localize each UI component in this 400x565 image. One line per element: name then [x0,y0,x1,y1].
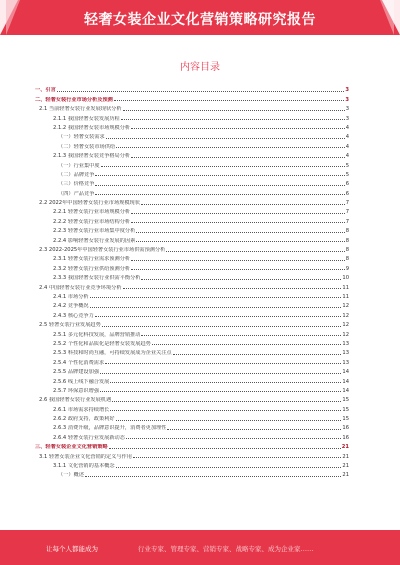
toc-entry-page: 5 [345,171,349,178]
toc-leader-dots [85,476,341,477]
report-title: 轻奢女装企业文化营销策略研究报告 [84,12,316,28]
toc-leader-dots [116,467,342,468]
toc-entry[interactable] [35,366,349,375]
toc-entry-label: 2.4.1 市场分析 [53,293,89,300]
toc-entry-label: 2.5.6 线上线下融合发展 [53,378,110,385]
toc-entry-page: 8 [345,247,349,254]
toc-leader-dots [109,448,341,449]
toc-entry-page: 21 [341,444,349,451]
toc-entry-page: 4 [345,124,349,131]
toc-entry-label: 2.5 轻奢女装行业发展趋势 [39,322,101,329]
toc-leader-dots [152,344,342,345]
toc-entry[interactable] [35,394,349,403]
toc-entry-page: 21 [342,453,349,460]
toc-entry-label: 2.5.1 多元化科技发展，品牌营销推动 [53,331,141,338]
toc-leader-dots [95,194,344,195]
toc-entry-page: 12 [342,331,349,338]
toc-entry-page: 8 [345,256,349,263]
toc-leader-dots [110,410,341,411]
toc-entry-page: 14 [342,369,349,376]
toc-leader-dots [102,326,342,327]
toc-entry-label: 2.4.2 竞争概况 [53,303,89,310]
toc-entry-page: 9 [345,265,349,272]
toc-entry[interactable] [35,122,349,131]
toc-leader-dots [114,100,345,101]
toc-leader-dots [110,382,341,383]
toc-entry-page: 12 [342,312,349,319]
toc-leader-dots [131,269,345,270]
toc-leader-dots [57,91,345,92]
toc-entry-label: 2.6.1 市场需求持续增长 [53,406,110,413]
toc-entry[interactable] [35,375,349,384]
toc-entry-label: （二）品牌竞争 [58,171,95,178]
toc-entry-page: 3 [345,115,349,122]
toc-entry[interactable] [35,159,349,168]
toc-leader-dots [136,241,344,242]
toc-entry-label: 2.5.7 环保意识增强 [53,387,99,394]
toc-entry-page: 8 [345,228,349,235]
toc-leader-dots [131,157,345,158]
toc-entry-page: 8 [345,237,349,244]
toc-entry-label: 2.2.3 轻奢女装行业市场集中度分析 [53,228,136,235]
toc-entry-label: 一、引言 [35,87,56,94]
toc-entry-label: （一）轻奢女装需求 [58,134,105,141]
toc-entry[interactable] [35,215,349,224]
toc-leader-dots [101,166,345,167]
toc-entry-label: 2.2.2 轻奢女装行业市场结构分析 [53,218,131,225]
toc-entry[interactable] [35,272,349,281]
toc-leader-dots [173,354,342,355]
toc-entry-page: 4 [345,153,349,160]
toc-entry-page: 7 [345,209,349,216]
toc-entry-label: 2.3.2 轻奢女装行业供给预测分析 [53,265,131,272]
toc-entry[interactable] [35,131,349,140]
toc-leader-dots [105,363,341,364]
toc-leader-dots [141,335,341,336]
toc-leader-dots [131,222,345,223]
toc-entry-label: 2.1.1 我国轻奢女装发展历程 [53,115,120,122]
toc-leader-dots [121,119,345,120]
toc-leader-dots [95,185,344,186]
toc-entry-page: 14 [342,387,349,394]
toc-entry-page: 6 [345,181,349,188]
toc-leader-dots [90,297,342,298]
toc-entry-page: 4 [345,134,349,141]
toc-entry[interactable] [35,460,349,469]
toc-entry[interactable] [35,422,349,431]
toc-entry[interactable] [35,319,349,328]
toc-entry-label: 2.3 2022-2025年中国轻奢女装行业市场供需预测分析 [39,247,166,254]
toc-leader-dots [116,420,342,421]
toc-leader-dots [123,110,345,111]
toc-entry-page: 13 [342,340,349,347]
toc-entry-page: 7 [345,200,349,207]
toc-entry[interactable] [35,441,349,450]
toc-leader-dots [112,401,341,402]
toc-entry-page: 6 [345,190,349,197]
toc-leader-dots [100,373,341,374]
toc-entry-label: 2.4 中国轻奢女装行业竞争环境分析 [39,284,122,291]
toc-entry[interactable] [35,112,349,121]
toc-entry[interactable] [35,178,349,187]
table-of-contents [35,84,349,520]
toc-entry-label: 2.1 当前轻奢女装行业发展现状分析 [39,106,122,113]
toc-entry-label: 2.1.2 我国轻奢女装市场规模分析 [53,124,131,131]
toc-entry-page: 14 [342,378,349,385]
toc-leader-dots [116,147,345,148]
toc-leader-dots [100,391,341,392]
toc-entry-label: 2.6 我国轻奢女装行业发展机遇 [39,397,112,404]
toc-entry[interactable] [35,253,349,262]
toc-leader-dots [136,232,344,233]
toc-entry-page: 15 [342,397,349,404]
toc-entry-page: 11 [342,293,349,300]
toc-entry[interactable] [35,84,349,93]
toc-entry-page: 21 [342,472,349,479]
toc-entry-label: 2.2.1 轻奢女装行业市场规模分析 [53,209,131,216]
footer-slogan: 让每个人都能成为 [46,545,98,553]
toc-entry[interactable] [35,206,349,215]
toc-entry-label: 2.3.1 轻奢女装行业需求预测分析 [53,256,131,263]
toc-leader-dots [106,138,345,139]
toc-entry-label: 2.1.3 我国轻奢女装竞争格局分析 [53,153,131,160]
toc-entry-page: 15 [342,416,349,423]
toc-entry[interactable] [35,93,349,102]
toc-entry[interactable] [35,281,349,290]
toc-entry-label: 2.5.2 个性化和品质化是轻奢女装发展趋势 [53,340,151,347]
toc-entry-page: 12 [342,322,349,329]
toc-entry[interactable] [35,150,349,159]
toc-leader-dots [126,438,341,439]
toc-leader-dots [167,429,341,430]
toc-entry-label: 2.5.4 个性化消费需求 [53,359,105,366]
toc-entry[interactable] [35,413,349,422]
toc-entry[interactable] [35,328,349,337]
toc-entry[interactable] [35,244,349,253]
toc-entry-page: 3 [345,87,349,94]
toc-entry[interactable] [35,140,349,149]
toc-entry[interactable] [35,431,349,440]
toc-entry-label: 2.6.2 政府支持，政策利好 [53,416,115,423]
toc-entry-label: （四）产品竞争 [58,190,95,197]
toc-leader-dots [131,128,345,129]
toc-entry-label: （一）概述 [58,472,84,479]
footer-banner [0,530,400,565]
toc-entry[interactable] [35,300,349,309]
footer-tagline: 行业专家、管理专家、营销专家、战略专家、成为企业家…… [138,545,314,553]
toc-leader-dots [131,213,345,214]
toc-entry-page: 16 [342,425,349,432]
toc-entry-page: 12 [342,303,349,310]
toc-entry[interactable] [35,450,349,459]
toc-entry[interactable] [35,347,349,356]
toc-entry-label: 2.2 2022年中国轻奢女装行业市场规模现状 [39,200,140,207]
toc-entry[interactable] [35,169,349,178]
toc-entry[interactable] [35,403,349,412]
toc-heading: 内容目录 [180,62,220,73]
toc-entry-page: 13 [342,359,349,366]
toc-entry-label: 3.1.1 文化营销的基本概念 [53,463,115,470]
toc-entry-page: 5 [345,162,349,169]
toc-leader-dots [95,316,342,317]
toc-leader-dots [95,175,344,176]
toc-entry[interactable] [35,225,349,234]
toc-entry[interactable] [35,103,349,112]
toc-entry-label: 2.2.4 影响轻奢女装行业发展的因素 [53,237,136,244]
toc-entry[interactable] [35,338,349,347]
toc-entry-page: 11 [342,284,349,291]
toc-entry-label: （一）行业集中度 [58,162,100,169]
toc-leader-dots [141,204,345,205]
toc-entry[interactable] [35,309,349,318]
toc-entry-label: 3.1 轻奢女装企业文化营销的定义与作用 [39,453,132,460]
toc-entry-page: 10 [342,275,349,282]
toc-leader-dots [141,279,341,280]
toc-leader-dots [166,251,344,252]
right-corner-decoration [382,0,400,35]
toc-entry-page: 7 [345,218,349,225]
toc-entry-page: 4 [345,143,349,150]
toc-leader-dots [123,288,342,289]
toc-entry[interactable] [35,197,349,206]
toc-entry[interactable] [35,262,349,271]
toc-entry-label: 2.6.4 轻奢女装行业发展新动态 [53,434,125,441]
toc-entry-label: 2.3.3 我国轻奢女装行业供需平衡分析 [53,275,141,282]
toc-entry-label: 二、轻奢女装行业市场分析及预测 [35,96,113,103]
toc-entry-label: 2.4.3 核心竞争力 [53,312,94,319]
toc-entry-label: 三、轻奢女装企业文化营销策略 [35,444,108,451]
toc-entry[interactable] [35,385,349,394]
toc-leader-dots [90,307,342,308]
toc-entry[interactable] [35,187,349,196]
toc-entry-page: 13 [342,350,349,357]
toc-entry-label: （二）轻奢女装市场供给 [58,143,116,150]
toc-entry[interactable] [35,234,349,243]
toc-entry[interactable] [35,356,349,365]
toc-entry-page: 3 [345,106,349,113]
toc-entry-page: 21 [342,463,349,470]
toc-leader-dots [133,457,341,458]
toc-entry-label: 2.5.3 科技和时尚互融，可持续发展成为企业关注点 [53,350,172,357]
toc-entry-page: 15 [342,406,349,413]
toc-entry[interactable] [35,469,349,478]
toc-entry-label: 2.5.5 品牌建设加强 [53,369,99,376]
toc-entry-label: （三）价格竞争 [58,181,95,188]
toc-entry-page: 3 [345,96,349,103]
header-banner [0,0,400,35]
toc-entry-label: 2.6.3 消费升级，品牌意识提升，消费者更加理性 [53,425,167,432]
toc-leader-dots [131,260,345,261]
toc-entry[interactable] [35,291,349,300]
toc-entry-page: 16 [342,434,349,441]
